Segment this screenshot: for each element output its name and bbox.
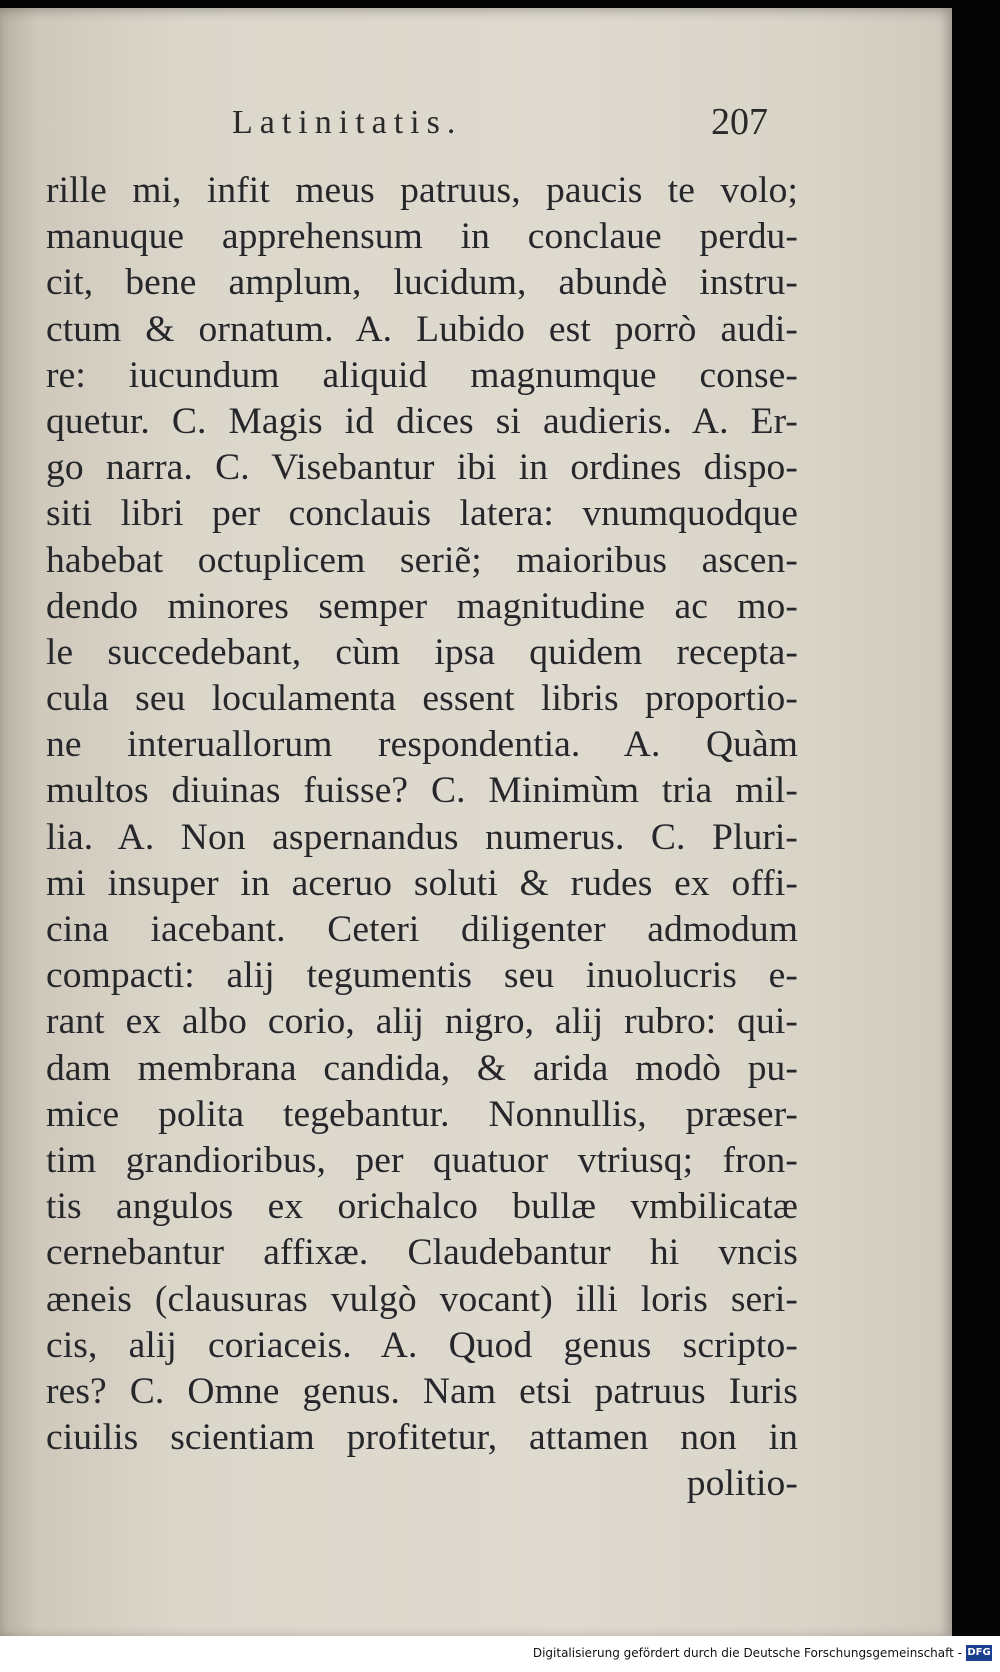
text-line: cula seu loculamenta essent libris proportio- — [46, 678, 798, 720]
text-line: siti libri per conclauis latera: vnumquodque — [46, 493, 798, 535]
text-line: dendo minores semper magnitudine ac mo- — [46, 585, 798, 627]
text-line: rille mi, infit meus patruus, paucis te volo; — [46, 170, 798, 211]
dfg-logo-icon: DFG — [966, 1645, 992, 1661]
running-head — [0, 101, 952, 144]
page-number: 207 — [711, 101, 768, 143]
text-line: manuque apprehensum in conclaue perdu- — [46, 216, 798, 258]
body-text — [46, 168, 798, 1507]
text-line: ne interuallorum respondentia. A. Quàm — [46, 724, 798, 766]
text-line: mice polita tegebantur. Nonnullis, præser- — [46, 1093, 798, 1135]
text-line: rant ex albo corio, alij nigro, alij rubro: qui- — [46, 1001, 798, 1043]
text-line: ciuilis scientiam profitetur, attamen non in — [46, 1417, 798, 1459]
text-line: cernebantur affixæ. Claudebantur hi vncis — [46, 1232, 798, 1274]
text-line: cis, alij coriaceis. A. Quod genus scripto- — [46, 1324, 798, 1366]
footer-bar — [0, 1636, 1000, 1672]
text-line: le succedebant, cùm ipsa quidem recepta- — [46, 631, 798, 673]
text-line: dam membrana candida, & arida modò pu- — [46, 1047, 798, 1089]
text-line: re: iucundum aliquid magnumque conse- — [46, 354, 798, 396]
text-line: compacti: alij tegumentis seu inuolucris e- — [46, 955, 798, 997]
text-line: æneis (clausuras vulgò vocant) illi loris seri- — [46, 1278, 798, 1320]
text-line: go narra. C. Visebantur ibi in ordines dispo- — [46, 447, 798, 489]
running-head-title: Latinitatis. — [232, 104, 463, 141]
text-line: multos diuinas fuisse? C. Minimùm tria mil- — [46, 770, 798, 812]
text-line: lia. A. Non aspernandus numerus. C. Pluri- — [46, 816, 798, 858]
text-line: cina iacebant. Ceteri diligenter admodum — [46, 909, 798, 950]
catchword: politio- — [686, 1463, 798, 1505]
text-line: tim grandioribus, per quatuor vtriusq; fron- — [46, 1139, 798, 1181]
text-line: habebat octuplicem seriẽ; maioribus ascen- — [46, 539, 798, 581]
text-line: res? C. Omne genus. Nam etsi patruus Iuris — [46, 1370, 798, 1412]
funding-credit: Digitalisierung gefördert durch die Deutsche Forschungsgemeinschaft - — [532, 1646, 962, 1660]
text-line: cit, bene amplum, lucidum, abundè instru- — [46, 262, 798, 304]
text-line: quetur. C. Magis id dices si audieris. A. Er- — [46, 400, 798, 442]
text-line: ctum & ornatum. A. Lubido est porrò audi- — [46, 308, 798, 350]
book-page — [0, 8, 952, 1636]
text-line: mi insuper in aceruo soluti & rudes ex offi- — [46, 862, 798, 904]
text-line: tis angulos ex orichalco bullæ vmbilicatæ — [46, 1186, 798, 1228]
